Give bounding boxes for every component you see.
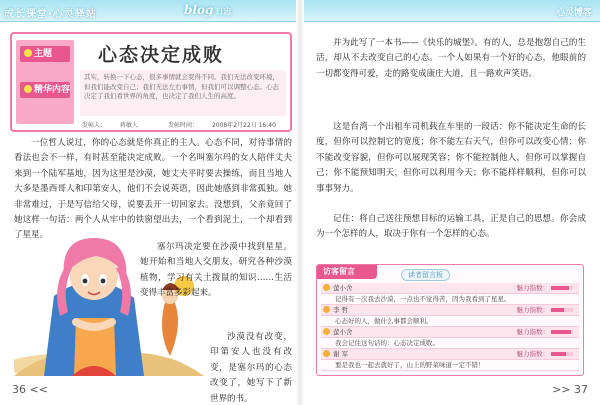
page-number-left: 36 << (12, 383, 48, 396)
post-author: 蒋敏人 (120, 122, 139, 129)
page-fold (296, 0, 304, 405)
guest-entry-header: 李 哲 魅力指数： (321, 305, 579, 316)
guest-book-title: 访客留言 (317, 265, 377, 279)
page-number-right: >> 37 (552, 383, 588, 396)
right-paragraph-3: 记住：将自己送往预想目标的运输工具，正是自己的思想。你会成为一个怎样的人，取决于你有一个怎样的心态。 (316, 214, 586, 240)
article-summary: 其实，转换一下心态，很多事情就会变得不同。我们无法改变环境，但我们能改变自己；我们无法左右事情，但我们可以调整心态。心态决定了我们看世界的角度，也决定了我们人生的高度。 (80, 70, 286, 116)
side-tabs (16, 40, 74, 124)
left-paragraph-2: 塞尔玛决定要在沙漠中找到星星。她开始和当地人交朋友，研究各种沙漠植物，学习有关土拨鼠的知识……生活变得丰富多彩起来。 (140, 242, 292, 299)
charm-rating: 魅力指数： (517, 327, 574, 338)
guest-message: 心态好的人，做什么事都会顺利。 (321, 316, 579, 327)
series-title: 成长课堂·心灵驿站 (4, 9, 97, 20)
post-meta: 发帖人： 蒋敏人 发帖时间： 2008年2月22日 16:40 (82, 122, 276, 129)
avatar-icon (323, 284, 330, 291)
guest-book-tag: 读者留言板 (401, 269, 450, 281)
charm-rating: 魅力指数： (517, 305, 574, 316)
avatar-icon (323, 328, 330, 335)
tab-theme: 主题 (20, 46, 70, 62)
guest-message: 记得有一次我去沙漠，一点也不觉得苦，因为我看到了星星。 (321, 294, 579, 305)
guest-book (316, 264, 584, 376)
right-paragraph-1: 并为此写了一本书——《快乐的城堡》。有的人，总是抱怨自己的生活，却从不去改变自己的心态。一个人如果有一个好的心态，他眼前的一切都变得可爱，走的路变成康庄大道，且一路欢声笑语。 (316, 38, 586, 79)
post-time: 2008年2月22日 16:40 (211, 122, 276, 129)
guest-entry-header: 萤小舍 魅力指数： (321, 327, 579, 338)
left-paragraph-1: 一位哲人说过，你的心态就是你真正的主人。心态不同，对待事情的看法也会不一样，有时甚至能决定成败。一个名叫塞尔玛的女人陪伴丈夫来到一个陆军基地，因为这里是沙漠，她丈夫平时要去操练，而且当地人大多是墨西哥人和印第安人，他们不会说英语，因此她感到非常孤独。她非常难过，于是写信给父母，说要丢开一切回家去。没想到，父亲竟回了她这样一句话：两个人从牢中的铁窗望出去，一个看到泥土，一个却看到了星星。 (14, 138, 292, 241)
tab-highlights: 精华内容 (20, 82, 70, 98)
charm-rating: 魅力指数： (517, 283, 574, 294)
guest-message: 我会记住这句话的：心态决定成败。 (321, 338, 579, 349)
page-title: 心态决定成败 (98, 44, 225, 66)
right-paragraph-2: 这是台湾一个出租车司机载在车里的一段话：你不能决定生命的长度，但你可以控制它的宽度；你不能左右天气，但你可以改变心情；你不能改变容貌，但你可以展现笑容；你不能控制他人，但你可以掌握自己；你不能预知明天，但你可以利用今天；你不能样样顺利，但你可以事事努力。 (316, 122, 586, 194)
star-icon (24, 85, 32, 93)
guest-entry-header: 萤小舍 魅力指数： (321, 283, 579, 294)
charm-rating: 魅力指数： (517, 349, 574, 360)
left-paragraph-3: 沙漠没有改变，印第安人也没有改变，是塞尔玛的心态改变了，她写下了新世界的书。 (210, 332, 292, 404)
section-title: 心灵博客 (555, 8, 592, 18)
avatar-icon (323, 350, 330, 357)
article-header (10, 32, 292, 132)
guest-book-list (321, 283, 579, 371)
star-icon (24, 49, 32, 57)
guest-message: 要是我也一起去就好了，山上的野菜味道一定不错！ (321, 360, 579, 371)
guest-entry-header: 谢 军 魅力指数： (321, 349, 579, 360)
blog-logo: blog 日志 (184, 3, 232, 17)
avatar-icon (323, 306, 330, 313)
